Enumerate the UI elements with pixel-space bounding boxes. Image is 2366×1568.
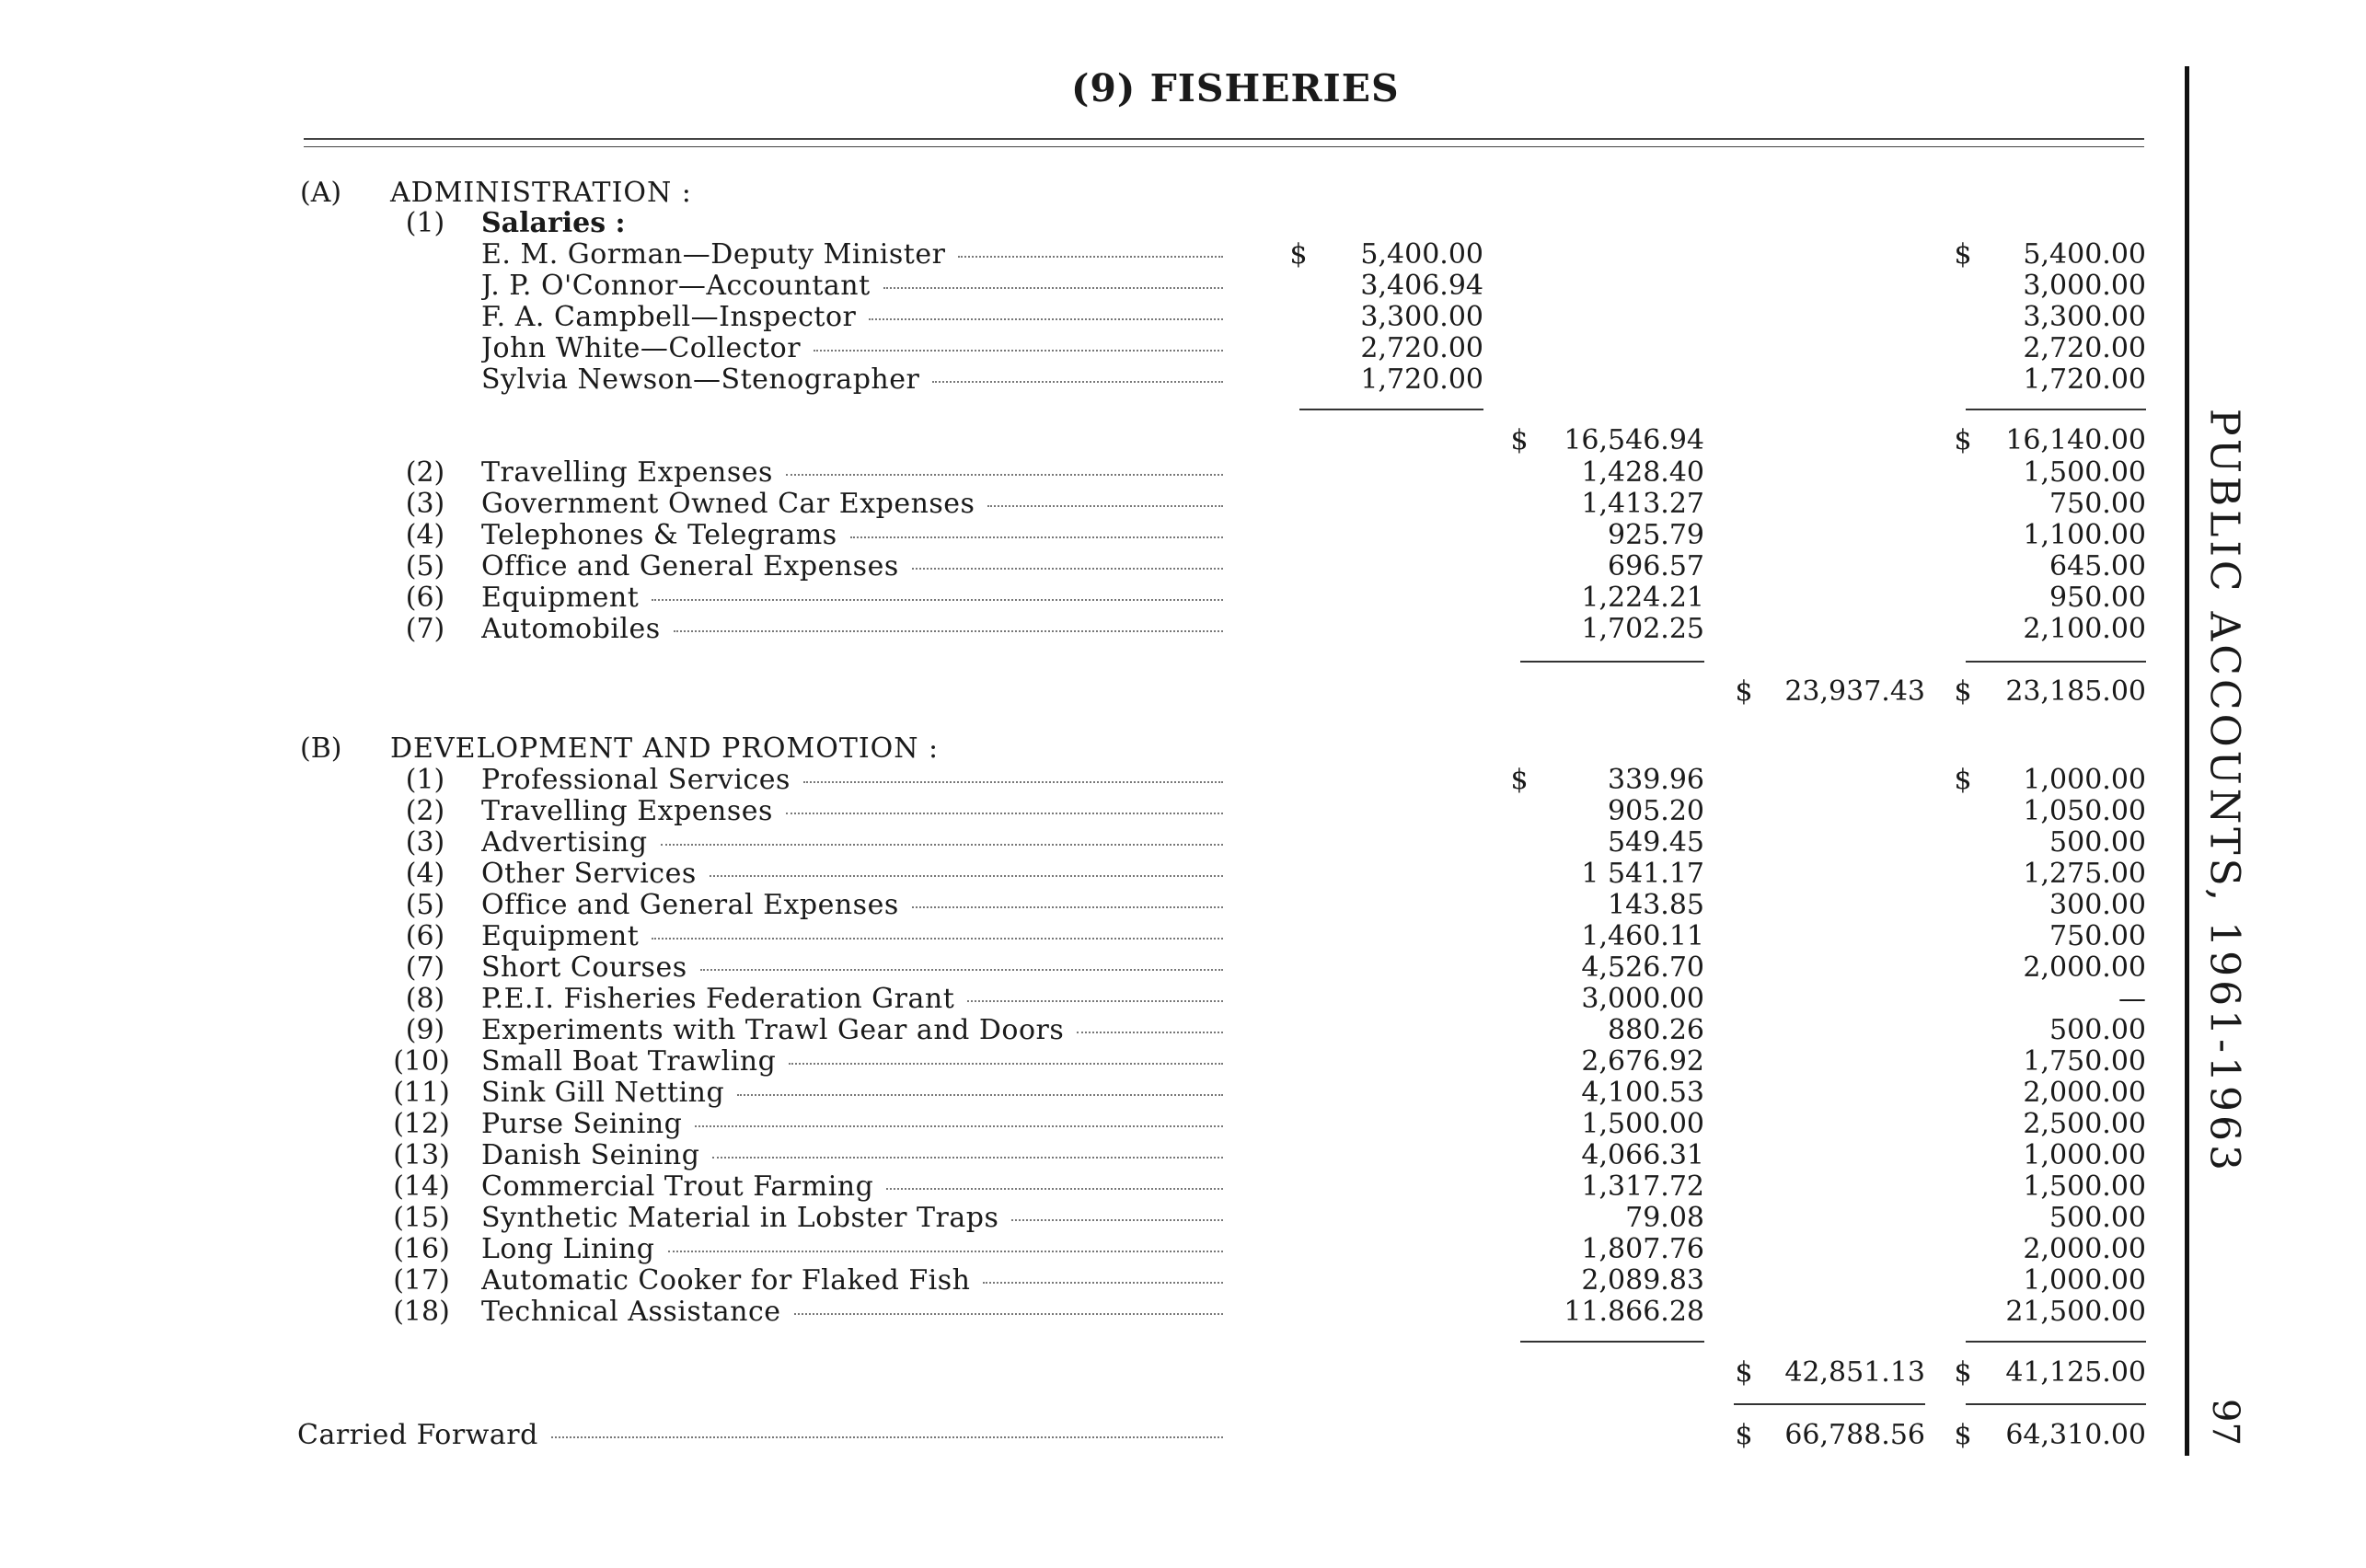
- item-number: (5): [405, 550, 445, 582]
- dot-leader: [652, 938, 1223, 940]
- item-label: [481, 271, 1223, 302]
- item-label: [481, 984, 1223, 1015]
- item-number: (6): [405, 582, 445, 614]
- item-label: [481, 952, 1223, 984]
- currency-symbol: $: [1510, 424, 1529, 456]
- currency-symbol: $: [1954, 1419, 1972, 1451]
- item-estimate: 500.00: [2049, 826, 2146, 859]
- item-estimate: 1,000.00: [2023, 1139, 2146, 1171]
- item-amount: 4,100.53: [1581, 1077, 1704, 1109]
- item-estimate: 645.00: [2049, 550, 2146, 582]
- item-number: (9): [405, 1014, 445, 1046]
- item-label: [481, 551, 1223, 582]
- item-amount: 549.45: [1608, 826, 1704, 859]
- dot-leader: [794, 1313, 1223, 1315]
- item-amount: 1 541.17: [1581, 858, 1704, 890]
- item-estimate: 1,000.00: [2023, 764, 2146, 796]
- currency-symbol: $: [1954, 1356, 1972, 1389]
- item-number: (18): [393, 1296, 450, 1328]
- carried-forward-total: 66,788.56: [1784, 1419, 1925, 1451]
- salary-row: [0, 239, 2153, 271]
- item-number: (12): [393, 1108, 450, 1140]
- salaries-label: Salaries :: [481, 207, 626, 239]
- item-amount: 1,702.25: [1581, 613, 1704, 645]
- item-estimate: 1,050.00: [2023, 795, 2146, 827]
- item-amount: 1,500.00: [1581, 1108, 1704, 1140]
- section-total-estimate: 41,125.00: [2005, 1356, 2146, 1389]
- currency-symbol: $: [1735, 1356, 1753, 1389]
- expense-row: [0, 827, 2153, 859]
- dot-leader: [786, 813, 1223, 814]
- currency-symbol: $: [1954, 238, 1972, 271]
- item-label: [481, 859, 1223, 890]
- dot-leader: [789, 1063, 1223, 1065]
- item-label: [481, 333, 1223, 364]
- currency-symbol: $: [1735, 675, 1753, 708]
- dot-leader: [814, 350, 1223, 352]
- item-label-text: Equipment: [481, 582, 640, 614]
- item-label: [481, 1297, 1223, 1328]
- salaries-total-estimate: 16,140.00: [2005, 424, 2146, 456]
- dot-leader: [883, 287, 1223, 289]
- salary-row: [0, 271, 2153, 302]
- total-rule: [1966, 661, 2146, 663]
- page-margin-rule: [2185, 66, 2189, 1456]
- page-number: 97: [2204, 1399, 2246, 1446]
- item-number: (4): [405, 519, 445, 551]
- expense-row: [0, 614, 2153, 645]
- dot-leader: [1011, 1219, 1223, 1221]
- item-label: [481, 582, 1223, 614]
- item-number: (3): [405, 488, 445, 520]
- item-amount: 905.20: [1608, 795, 1704, 827]
- expense-row: [0, 765, 2153, 796]
- total-rule: [1966, 409, 2146, 410]
- item-label-text: F. A. Campbell—Inspector: [481, 302, 857, 333]
- expense-row: [0, 1171, 2153, 1203]
- item-estimate: 1,750.00: [2023, 1045, 2146, 1078]
- expense-row: [0, 1078, 2153, 1109]
- salary-amount: 2,720.00: [1360, 332, 1483, 364]
- dot-leader: [958, 256, 1223, 258]
- currency-symbol: $: [1289, 238, 1308, 271]
- item-estimate: 750.00: [2049, 488, 2146, 520]
- salary-amount: 3,300.00: [1360, 301, 1483, 333]
- expense-row: [0, 1265, 2153, 1297]
- item-estimate: 2,500.00: [2023, 1108, 2146, 1140]
- section-title: ADMINISTRATION :: [390, 177, 692, 209]
- item-label-text: Government Owned Car Expenses: [481, 489, 975, 520]
- item-number: (15): [393, 1202, 450, 1234]
- item-number: (11): [393, 1077, 450, 1109]
- expense-row: [0, 551, 2153, 582]
- item-amount: 1,807.76: [1581, 1233, 1704, 1265]
- item-estimate: 1,500.00: [2023, 1170, 2146, 1203]
- item-number: (1): [405, 764, 445, 796]
- item-label-text: Commercial Trout Farming: [481, 1171, 874, 1203]
- item-label: [481, 921, 1223, 952]
- item-estimate: 950.00: [2049, 582, 2146, 614]
- expense-row: [0, 984, 2153, 1015]
- dot-leader: [786, 474, 1223, 476]
- item-amount: 143.85: [1608, 889, 1704, 921]
- item-number: (4): [405, 858, 445, 890]
- carried-forward-label: Carried Forward: [297, 1420, 538, 1451]
- item-estimate: 21,500.00: [2005, 1296, 2146, 1328]
- item-estimate: 500.00: [2049, 1202, 2146, 1234]
- item-label-text: P.E.I. Fisheries Federation Grant: [481, 984, 955, 1015]
- item-label-text: Travelling Expenses: [481, 796, 773, 827]
- item-label-text: E. M. Gorman—Deputy Minister: [481, 239, 946, 271]
- salary-estimate: 1,720.00: [2023, 363, 2146, 396]
- item-number: (14): [393, 1170, 450, 1203]
- expense-row: [0, 520, 2153, 551]
- item-label: [481, 796, 1223, 827]
- item-label-text: Short Courses: [481, 952, 687, 984]
- item-label-text: Technical Assistance: [481, 1297, 781, 1328]
- item-label: [481, 1171, 1223, 1203]
- expense-row: [0, 1234, 2153, 1265]
- item-estimate: 2,000.00: [2023, 1233, 2146, 1265]
- item-label-text: Purse Seining: [481, 1109, 683, 1140]
- salary-estimate: 2,720.00: [2023, 332, 2146, 364]
- item-label-text: Synthetic Material in Lobster Traps: [481, 1203, 999, 1234]
- item-label-text: Sink Gill Netting: [481, 1078, 725, 1109]
- expense-row: [0, 1203, 2153, 1234]
- item-label-text: Small Boat Trawling: [481, 1046, 777, 1078]
- item-amount: 3,000.00: [1581, 983, 1704, 1015]
- item-number: (6): [405, 920, 445, 952]
- dot-leader: [912, 906, 1223, 908]
- expense-row: [0, 1140, 2153, 1171]
- item-label: [481, 457, 1223, 489]
- item-amount: 11.866.28: [1564, 1296, 1704, 1328]
- item-number: (16): [393, 1233, 450, 1265]
- item-label-text: Danish Seining: [481, 1140, 700, 1171]
- item-amount: 4,526.70: [1581, 951, 1704, 984]
- currency-symbol: $: [1735, 1419, 1753, 1451]
- item-label: [481, 364, 1223, 396]
- item-estimate: 1,500.00: [2023, 456, 2146, 489]
- item-number: (7): [405, 613, 445, 645]
- item-number: (2): [405, 795, 445, 827]
- item-label: [481, 1015, 1223, 1046]
- side-title: PUBLIC ACCOUNTS, 1961-1963: [2200, 409, 2248, 1174]
- salary-amount: 1,720.00: [1360, 363, 1483, 396]
- item-label: [481, 1140, 1223, 1171]
- dot-leader: [886, 1188, 1223, 1190]
- expense-row: [0, 1297, 2153, 1328]
- item-estimate: 2,000.00: [2023, 951, 2146, 984]
- salaries-heading: [0, 208, 2153, 239]
- dot-leader: [551, 1436, 1223, 1438]
- item-number: (2): [405, 456, 445, 489]
- item-label: [481, 489, 1223, 520]
- item-label: [481, 827, 1223, 859]
- expense-row: [0, 921, 2153, 952]
- item-label-text: Other Services: [481, 859, 697, 890]
- item-label-text: Advertising: [481, 827, 648, 859]
- item-label-text: Office and General Expenses: [481, 890, 899, 921]
- item-label-text: Office and General Expenses: [481, 551, 899, 582]
- item-number: (5): [405, 889, 445, 921]
- expense-row: [0, 1046, 2153, 1078]
- salary-row: [0, 302, 2153, 333]
- item-label-text: Automatic Cooker for Flaked Fish: [481, 1265, 971, 1297]
- salary-amount: 3,406.94: [1360, 270, 1483, 302]
- item-label: [481, 1109, 1223, 1140]
- dot-leader: [983, 1282, 1223, 1284]
- dot-leader: [932, 381, 1223, 383]
- item-amount: 1,224.21: [1581, 582, 1704, 614]
- dot-leader: [710, 875, 1223, 877]
- dot-leader: [668, 1251, 1223, 1252]
- item-amount: 1,460.11: [1581, 920, 1704, 952]
- expense-row: [0, 859, 2153, 890]
- item-label-text: Long Lining: [481, 1234, 655, 1265]
- item-amount: 2,676.92: [1581, 1045, 1704, 1078]
- dot-leader: [1077, 1032, 1223, 1033]
- item-label: [481, 890, 1223, 921]
- item-label-text: John White—Collector: [481, 333, 802, 364]
- expense-row: [0, 890, 2153, 921]
- dot-leader: [967, 1000, 1223, 1002]
- salary-amount: 5,400.00: [1360, 238, 1483, 271]
- item-amount: 1,413.27: [1581, 488, 1704, 520]
- dot-leader: [695, 1125, 1223, 1127]
- currency-symbol: $: [1954, 424, 1972, 456]
- expense-row: [0, 796, 2153, 827]
- carried-forward-estimate: 64,310.00: [2005, 1419, 2146, 1451]
- dot-leader: [869, 318, 1223, 320]
- section-total-row: [0, 676, 2153, 708]
- dot-leader: [661, 844, 1223, 846]
- item-number: (10): [393, 1045, 450, 1078]
- dot-leader: [712, 1157, 1223, 1159]
- currency-symbol: $: [1954, 764, 1972, 796]
- item-label-text: Professional Services: [481, 765, 791, 796]
- salary-estimate: 3,300.00: [2023, 301, 2146, 333]
- item-label-text: Sylvia Newson—Stenographer: [481, 364, 920, 396]
- item-label: [481, 614, 1223, 645]
- item-estimate: 300.00: [2049, 889, 2146, 921]
- item-amount: 4,066.31: [1581, 1139, 1704, 1171]
- total-rule: [1966, 1403, 2146, 1405]
- item-amount: 339.96: [1608, 764, 1704, 796]
- dot-leader: [987, 505, 1223, 507]
- currency-symbol: $: [1510, 764, 1529, 796]
- header-rule: [304, 146, 2144, 147]
- expense-row: [0, 1109, 2153, 1140]
- item-estimate: 750.00: [2049, 920, 2146, 952]
- dot-leader: [674, 630, 1223, 632]
- item-number: (1): [405, 207, 445, 239]
- item-label: [481, 1078, 1223, 1109]
- item-number: (13): [393, 1139, 450, 1171]
- section-marker: (B): [300, 732, 342, 765]
- item-label: [481, 765, 1223, 796]
- section-total: 42,851.13: [1784, 1356, 1925, 1389]
- section-title: DEVELOPMENT AND PROMOTION :: [390, 732, 940, 765]
- page-title: (9) FISHERIES: [1071, 66, 1400, 110]
- total-rule: [1520, 661, 1704, 663]
- item-label-text: J. P. O'Connor—Accountant: [481, 271, 871, 302]
- dot-leader: [803, 781, 1223, 783]
- total-rule: [1966, 1341, 2146, 1343]
- item-label-text: Telephones & Telegrams: [481, 520, 837, 551]
- salary-estimate: 3,000.00: [2023, 270, 2146, 302]
- total-rule: [1734, 1403, 1925, 1405]
- item-number: (7): [405, 951, 445, 984]
- item-label: [481, 520, 1223, 551]
- header-rule: [304, 138, 2144, 140]
- section-heading: [0, 178, 2153, 209]
- item-estimate: 1,000.00: [2023, 1264, 2146, 1297]
- item-estimate: —: [2118, 983, 2146, 1015]
- item-amount: 880.26: [1608, 1014, 1704, 1046]
- item-number: (3): [405, 826, 445, 859]
- dot-leader: [700, 969, 1223, 971]
- item-label: [297, 1420, 1223, 1451]
- expense-row: [0, 952, 2153, 984]
- dot-leader: [850, 536, 1223, 538]
- salaries-total: 16,546.94: [1564, 424, 1704, 456]
- total-rule: [1520, 1341, 1704, 1343]
- section-total: 23,937.43: [1784, 675, 1925, 708]
- item-estimate: 1,275.00: [2023, 858, 2146, 890]
- item-amount: 79.08: [1625, 1202, 1704, 1234]
- salary-estimate: 5,400.00: [2023, 238, 2146, 271]
- item-estimate: 500.00: [2049, 1014, 2146, 1046]
- item-label: [481, 302, 1223, 333]
- item-amount: 696.57: [1608, 550, 1704, 582]
- expense-row: [0, 489, 2153, 520]
- item-estimate: 2,000.00: [2023, 1077, 2146, 1109]
- dot-leader: [652, 599, 1223, 601]
- item-label: [481, 1203, 1223, 1234]
- item-amount: 925.79: [1608, 519, 1704, 551]
- item-number: (17): [393, 1264, 450, 1297]
- item-label: [481, 1046, 1223, 1078]
- item-label-text: Automobiles: [481, 614, 661, 645]
- salary-row: [0, 364, 2153, 396]
- item-amount: 1,317.72: [1581, 1170, 1704, 1203]
- item-label: [481, 1265, 1223, 1297]
- item-label-text: Equipment: [481, 921, 640, 952]
- dot-leader: [737, 1094, 1223, 1096]
- item-label: [481, 1234, 1223, 1265]
- total-rule: [1299, 409, 1483, 410]
- item-amount: 1,428.40: [1581, 456, 1704, 489]
- item-estimate: 2,100.00: [2023, 613, 2146, 645]
- currency-symbol: $: [1954, 675, 1972, 708]
- salaries-total-row: [0, 425, 2153, 456]
- item-label-text: Travelling Expenses: [481, 457, 773, 489]
- dot-leader: [912, 568, 1223, 570]
- salary-row: [0, 333, 2153, 364]
- expense-row: [0, 582, 2153, 614]
- section-marker: (A): [300, 177, 342, 209]
- item-label-text: Experiments with Trawl Gear and Doors: [481, 1015, 1065, 1046]
- item-amount: 2,089.83: [1581, 1264, 1704, 1297]
- expense-row: [0, 1015, 2153, 1046]
- item-label: [481, 239, 1223, 271]
- section-total-row: [0, 1357, 2153, 1389]
- expense-row: [0, 457, 2153, 489]
- item-estimate: 1,100.00: [2023, 519, 2146, 551]
- section-total-estimate: 23,185.00: [2005, 675, 2146, 708]
- section-heading: [0, 733, 2153, 765]
- item-number: (8): [405, 983, 445, 1015]
- carried-forward-row: [0, 1420, 2153, 1451]
